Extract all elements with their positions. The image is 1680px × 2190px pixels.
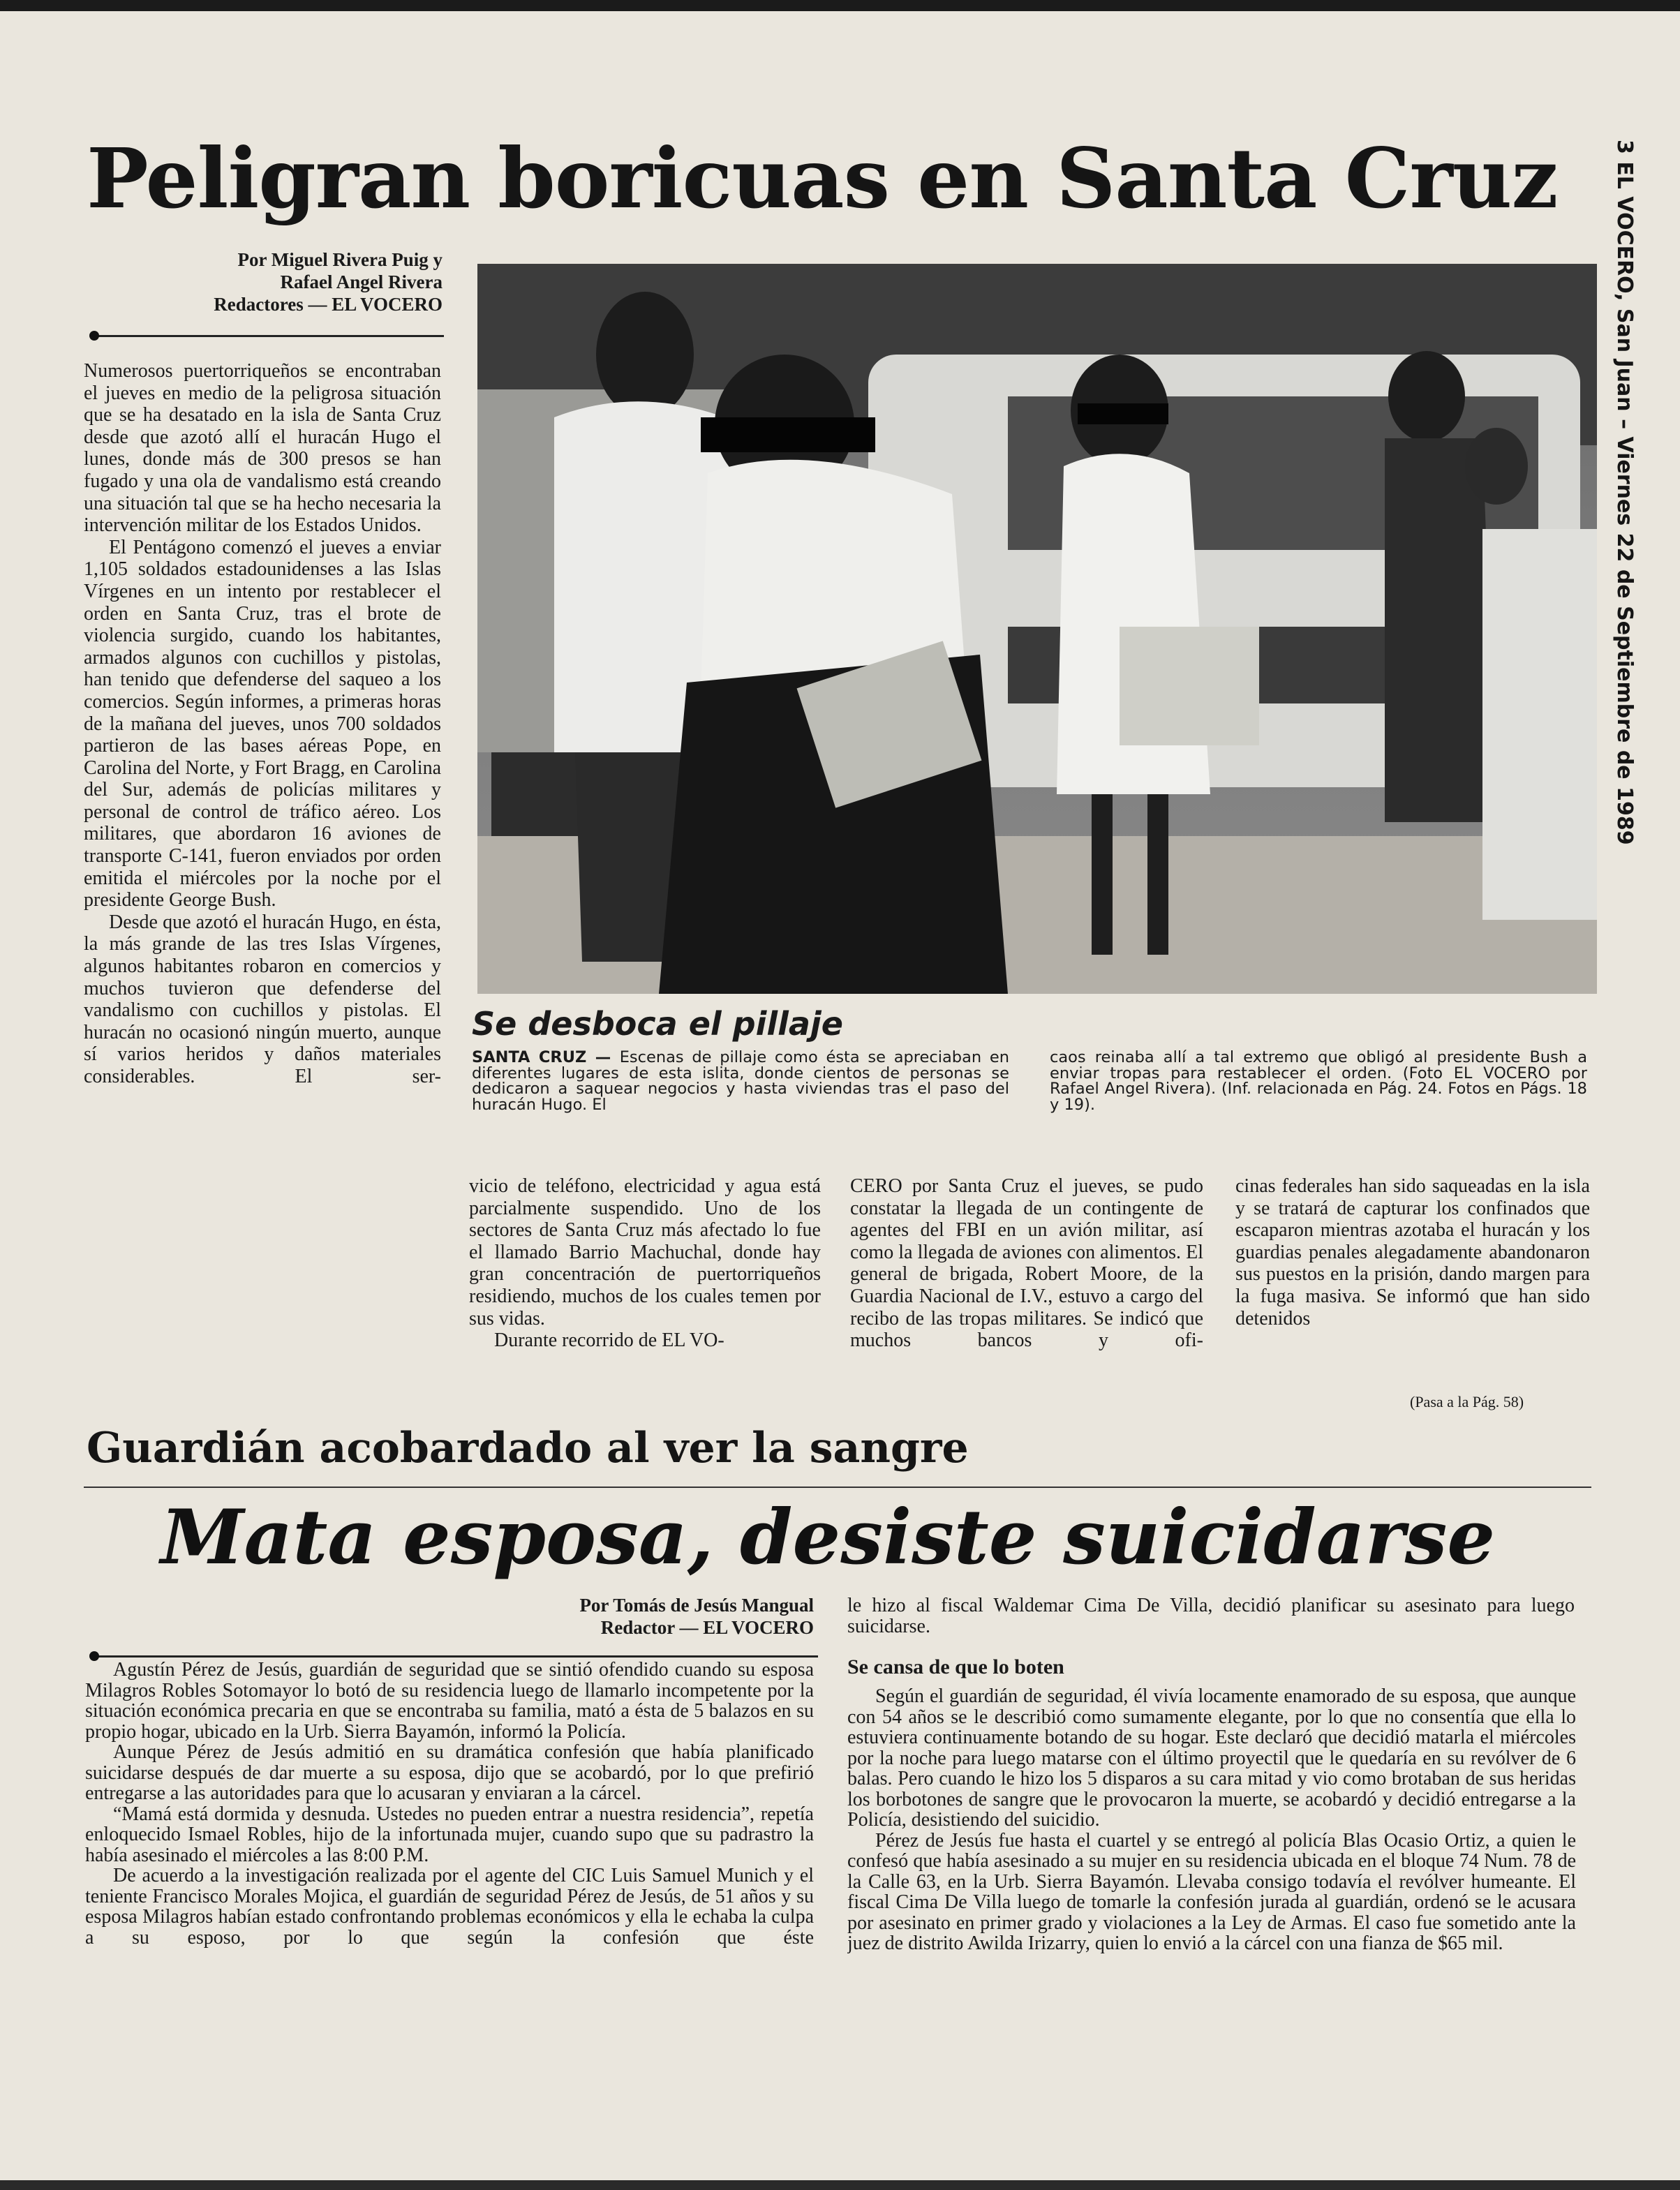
byline-line: Redactor — EL VOCERO bbox=[600, 1617, 814, 1638]
paragraph: Numerosos puertorriqueños se encontraban el jueves en medio de la peligrosa situación que se ha desatado en la isla de Santa Cruz desde que azotó allí el huracán Hugo el lunes, donde más de 300 presos se han fugado y una ola de vandalismo está creando una situación tal que se ha hecho necesaria la intervención militar de los Estados Unidos. bbox=[84, 360, 441, 537]
continued-on-page: (Pasa a la Pág. 58) bbox=[1410, 1393, 1524, 1410]
article1-headline: Peligran boricuas en Santa Cruz bbox=[87, 130, 1558, 227]
paragraph: vicio de teléfono, electricidad y agua está parcialmente suspendido. Uno de los sectores de Santa Cruz más afectado lo fue el llamado Barrio Machuchal, donde hay gran concentración de puertorriqueños residiendo, muchos de los cuales temen por sus vidas. bbox=[469, 1175, 821, 1329]
article2-column-2 bbox=[847, 1686, 1576, 2140]
paragraph: “Mamá está dormida y desnuda. Ustedes no pueden entrar a nuestra residencia”, repetía enloquecido Ismael Robles, hijo de la infortunada mujer, cuando supo que su padrastro la había asesinado el miércoles a las 8:00 P.M. bbox=[85, 1803, 814, 1866]
article2-column-2-intro bbox=[847, 1595, 1575, 1651]
article2-column-1 bbox=[85, 1660, 814, 2134]
scan-top-edge bbox=[0, 0, 1680, 11]
byline-line: Redactores — EL VOCERO bbox=[214, 294, 443, 315]
kicker-rule bbox=[84, 1487, 1591, 1488]
photo-caption-headline: Se desboca el pillaje bbox=[472, 1005, 843, 1043]
paragraph: Aunque Pérez de Jesús admitió en su dramática confesión que había planificado suicidarse después de dar muerte a su esposa, dijo que se acobardó, por lo que prefirió entregarse a las autoridades para que lo acusaran y enviaran a la cárcel. bbox=[85, 1741, 814, 1804]
photo-caption-left bbox=[472, 1050, 1009, 1114]
article2-byline bbox=[503, 1594, 814, 1639]
article1-byline bbox=[165, 248, 443, 315]
byline-rule bbox=[92, 1655, 818, 1658]
photo-caption-right: caos reinaba allí a tal extremo que obligó al presidente Bush a enviar tropas para restablecer el orden. (Foto EL VOCERO por Rafael Angel Rivera). (Inf. relacionada en Pág. 24. Fotos en Págs. 18 y 19). bbox=[1050, 1050, 1587, 1114]
paragraph: Durante recorrido de EL VO- bbox=[494, 1329, 724, 1352]
article1-column-2 bbox=[469, 1175, 821, 1413]
paragraph: cinas federales han sido saqueadas en la isla y se tratará de capturar los confinados que escaparon mientras azotaba el huracán y los guardias penales alegadamente abandonaron sus puestos en la prisión, dando margen para la fuga masiva. Se informó que han sido detenidos bbox=[1235, 1175, 1590, 1329]
article2-subhead: Se cansa de que lo boten bbox=[847, 1655, 1064, 1678]
byline-line: Por Miguel Rivera Puig y bbox=[237, 249, 443, 270]
byline-line: Por Tomás de Jesús Mangual bbox=[579, 1595, 814, 1616]
article2-kicker: Guardián acobardado al ver la sangre bbox=[87, 1424, 969, 1473]
paragraph: De acuerdo a la investigación realizada por el agente del CIC Luis Samuel Munich y el teniente Francisco Morales Mojica, el guardián de seguridad Pérez de Jesús, de 51 años y su esposa Milagros habían estado confrontando problemas económicos y ella le echaba la culpa a su esposo, por lo que según la confesión que éste bbox=[85, 1865, 814, 1949]
paragraph: El Pentágono comenzó el jueves a enviar 1,105 soldados estadounidenses a las Islas Vírgenes en un intento por restablecer el orden en Santa Cruz, tras el brote de violencia surgido, cuando los habitantes, armados algunos con cuchillos y pistolas, han tenido que defenderse del saqueo a los comercios. Según informes, a primeras horas de la mañana del jueves, unos 700 soldados partieron de las bases aéreas Pope, en Carolina del Norte, y Fort Bragg, en Carolina del Sur, además de policías militares y personal de control de tráfico aéreo. Los militares, que abordaron 16 aviones de transporte C-141, fueron enviados por orden emitida el miércoles por la noche por el presidente George Bush. bbox=[84, 536, 441, 911]
article1-column-3 bbox=[850, 1175, 1203, 1413]
paragraph: le hizo al fiscal Waldemar Cima De Villa, decidió planificar su asesinato para luego suicidarse. bbox=[847, 1595, 1575, 1637]
scan-bottom-edge bbox=[0, 2180, 1680, 2190]
caption-text: Escenas de pillaje como ésta se apreciaban en diferentes lugares de esta islita, donde cientos de personas se dedicaron a saquear negocios y hasta viviendas tras el paso del huracán Hugo. El bbox=[472, 1050, 1009, 1114]
paragraph: Según el guardián de seguridad, él vivía locamente enamorado de su esposa, que aunque con 54 años se le describió como sumamente elegante, por lo que no consentía que ella lo estuviera continuamente botando de su hogar. Este declaró que decidió matarla el miércoles por la noche para luego matarse con el último proyectil que le quedaría en su revólver de 6 balas. Pero cuando le hizo los 5 disparos a su cara mitad y vio como brotaban de sus heridas los borbotones de sangre que le provocaron la muerte, se acobardó y decidió entregarse a la Policía, desistiendo del suicidio. bbox=[847, 1686, 1576, 1831]
byline-rule bbox=[92, 335, 444, 337]
looting-photo bbox=[477, 264, 1597, 994]
paragraph: Pérez de Jesús fue hasta el cuartel y se entregó al policía Blas Ocasio Ortiz, a quien le confesó que había asesinado a su mujer en su residencia ubicada en el bloque 74 Num. 78 de la Calle 63, en la Urb. Sierra Bayamón. Llevaba consigo todavía el revólver humeante. El fiscal Cima De Villa luego de tomarle la confesión jurada al guardián, ordenó se le acusara por asesinato en primer grado y violaciones a la Ley de Armas. El caso fue sometido ante la juez de distrito Awilda Irizarry, quien lo envió a la cárcel con una fianza de $65 mil. bbox=[847, 1829, 1576, 1954]
paragraph: Agustín Pérez de Jesús, guardián de seguridad que se sintió ofendido cuando su esposa Milagros Robles Sotomayor lo botó de su residencia luego de llamarlo incompetente por la situación económica precaria en que se encontraba su familia, mató a ésta de 5 balazos en su propio hogar, ubicado en la Urb. Sierra Bayamón, informó la Policía. bbox=[85, 1660, 814, 1743]
article1-column-4 bbox=[1235, 1175, 1590, 1392]
page-folio: 3 EL VOCERO, San Juan – Viernes 22 de Septiembre de 1989 bbox=[1612, 140, 1637, 845]
caption-dateline: SANTA CRUZ — bbox=[472, 1050, 620, 1066]
article1-column-1 bbox=[84, 360, 441, 1410]
article2-headline: Mata esposa, desiste suicidarse bbox=[161, 1493, 1496, 1581]
byline-line: Rafael Angel Rivera bbox=[280, 271, 443, 292]
paragraph: CERO por Santa Cruz el jueves, se pudo constatar la llegada de un contingente de agentes del FBI en un avión militar, así como la llegada de aviones con alimentos. El general de brigada, Robert Moore, de la Guardia Nacional de I.V., estuvo a cargo del recibo de las tropas militares. Se indicó que muchos bancos y ofi- bbox=[850, 1175, 1203, 1352]
paragraph: Desde que azotó el huracán Hugo, en ésta, la más grande de las tres Islas Vírgenes, algunos habitantes robaron en comercios y muchos tuvieron que defenderse del vandalismo con cuchillos y pistolas. El huracán no ocasionó ningún muerto, aunque sí varios heridos y daños materiales considerables. El ser- bbox=[84, 911, 441, 1087]
